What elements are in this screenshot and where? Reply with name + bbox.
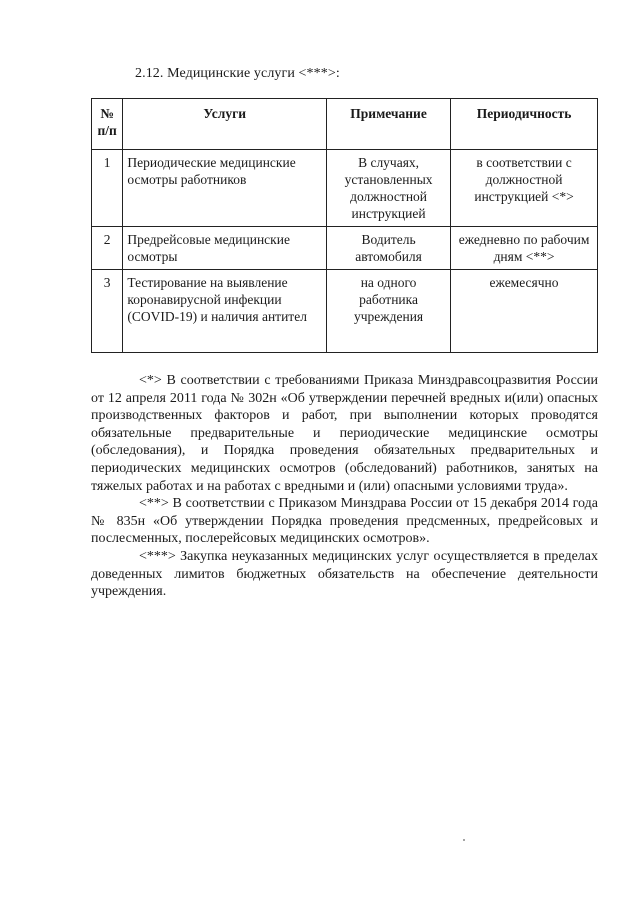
row-service: Тестирование на выявление коронавирусной инфекции (COVID-19) и наличия антител — [123, 270, 327, 353]
row-periodicity: ежемесячно — [451, 270, 598, 353]
row-note: В случаях, установленных должностной инструкцией — [327, 150, 451, 227]
scan-speck — [463, 839, 465, 841]
footnote-1: <*> В соответствии с требованиями Приказа Минздравсоцразвития России от 12 апреля 2011 года № 302н «Об утверждении перечней вредных и(или) опасных производственных факторов и работ, при выполнении которых проводятся обязательные предварительные и периодические медицинские осмотры (обследования), и Порядка проведения обязательных предварительных и периодических медицинских осмотров (обследований) работников, занятых на тяжелых работах и на работах с вредными и (или) опасными условиями труда». — [91, 373, 598, 494]
footnotes — [91, 372, 598, 601]
table-row — [92, 227, 598, 270]
table-header-row — [92, 99, 598, 150]
row-note: Водитель автомобиля — [327, 227, 451, 270]
header-periodicity: Периодичность — [451, 99, 598, 150]
row-num: 1 — [92, 150, 123, 227]
header-num — [92, 99, 123, 150]
row-num: 3 — [92, 270, 123, 353]
row-service: Периодические медицинские осмотры работников — [123, 150, 327, 227]
services-table — [91, 98, 598, 353]
header-num-line2: п/п — [97, 123, 117, 138]
header-num-line1: № — [100, 106, 114, 121]
row-service: Предрейсовые медицинские осмотры — [123, 227, 327, 270]
footnote-2: <**> В соответствии с Приказом Минздрава России от 15 декабря 2014 года № 835н «Об утверждении Порядка проведения предсменных, предрейсовых и послесменных, послерейсовых медицинских осмотров». — [91, 496, 598, 547]
row-periodicity: ежедневно по рабочим дням <**> — [451, 227, 598, 270]
table-row — [92, 150, 598, 227]
row-num: 2 — [92, 227, 123, 270]
row-note: на одного работника учреждения — [327, 270, 451, 353]
header-service: Услуги — [123, 99, 327, 150]
table-row — [92, 270, 598, 353]
footnote-3: <***> Закупка неуказанных медицинских услуг осуществляется в пределах доведенных лимитов бюджетных обязательств на обеспечение деятельности учреждения. — [91, 548, 598, 600]
header-note: Примечание — [327, 99, 451, 150]
row-periodicity: в соответствии с должностной инструкцией <*> — [451, 150, 598, 227]
section-title: 2.12. Медицинские услуги <***>: — [135, 66, 340, 81]
